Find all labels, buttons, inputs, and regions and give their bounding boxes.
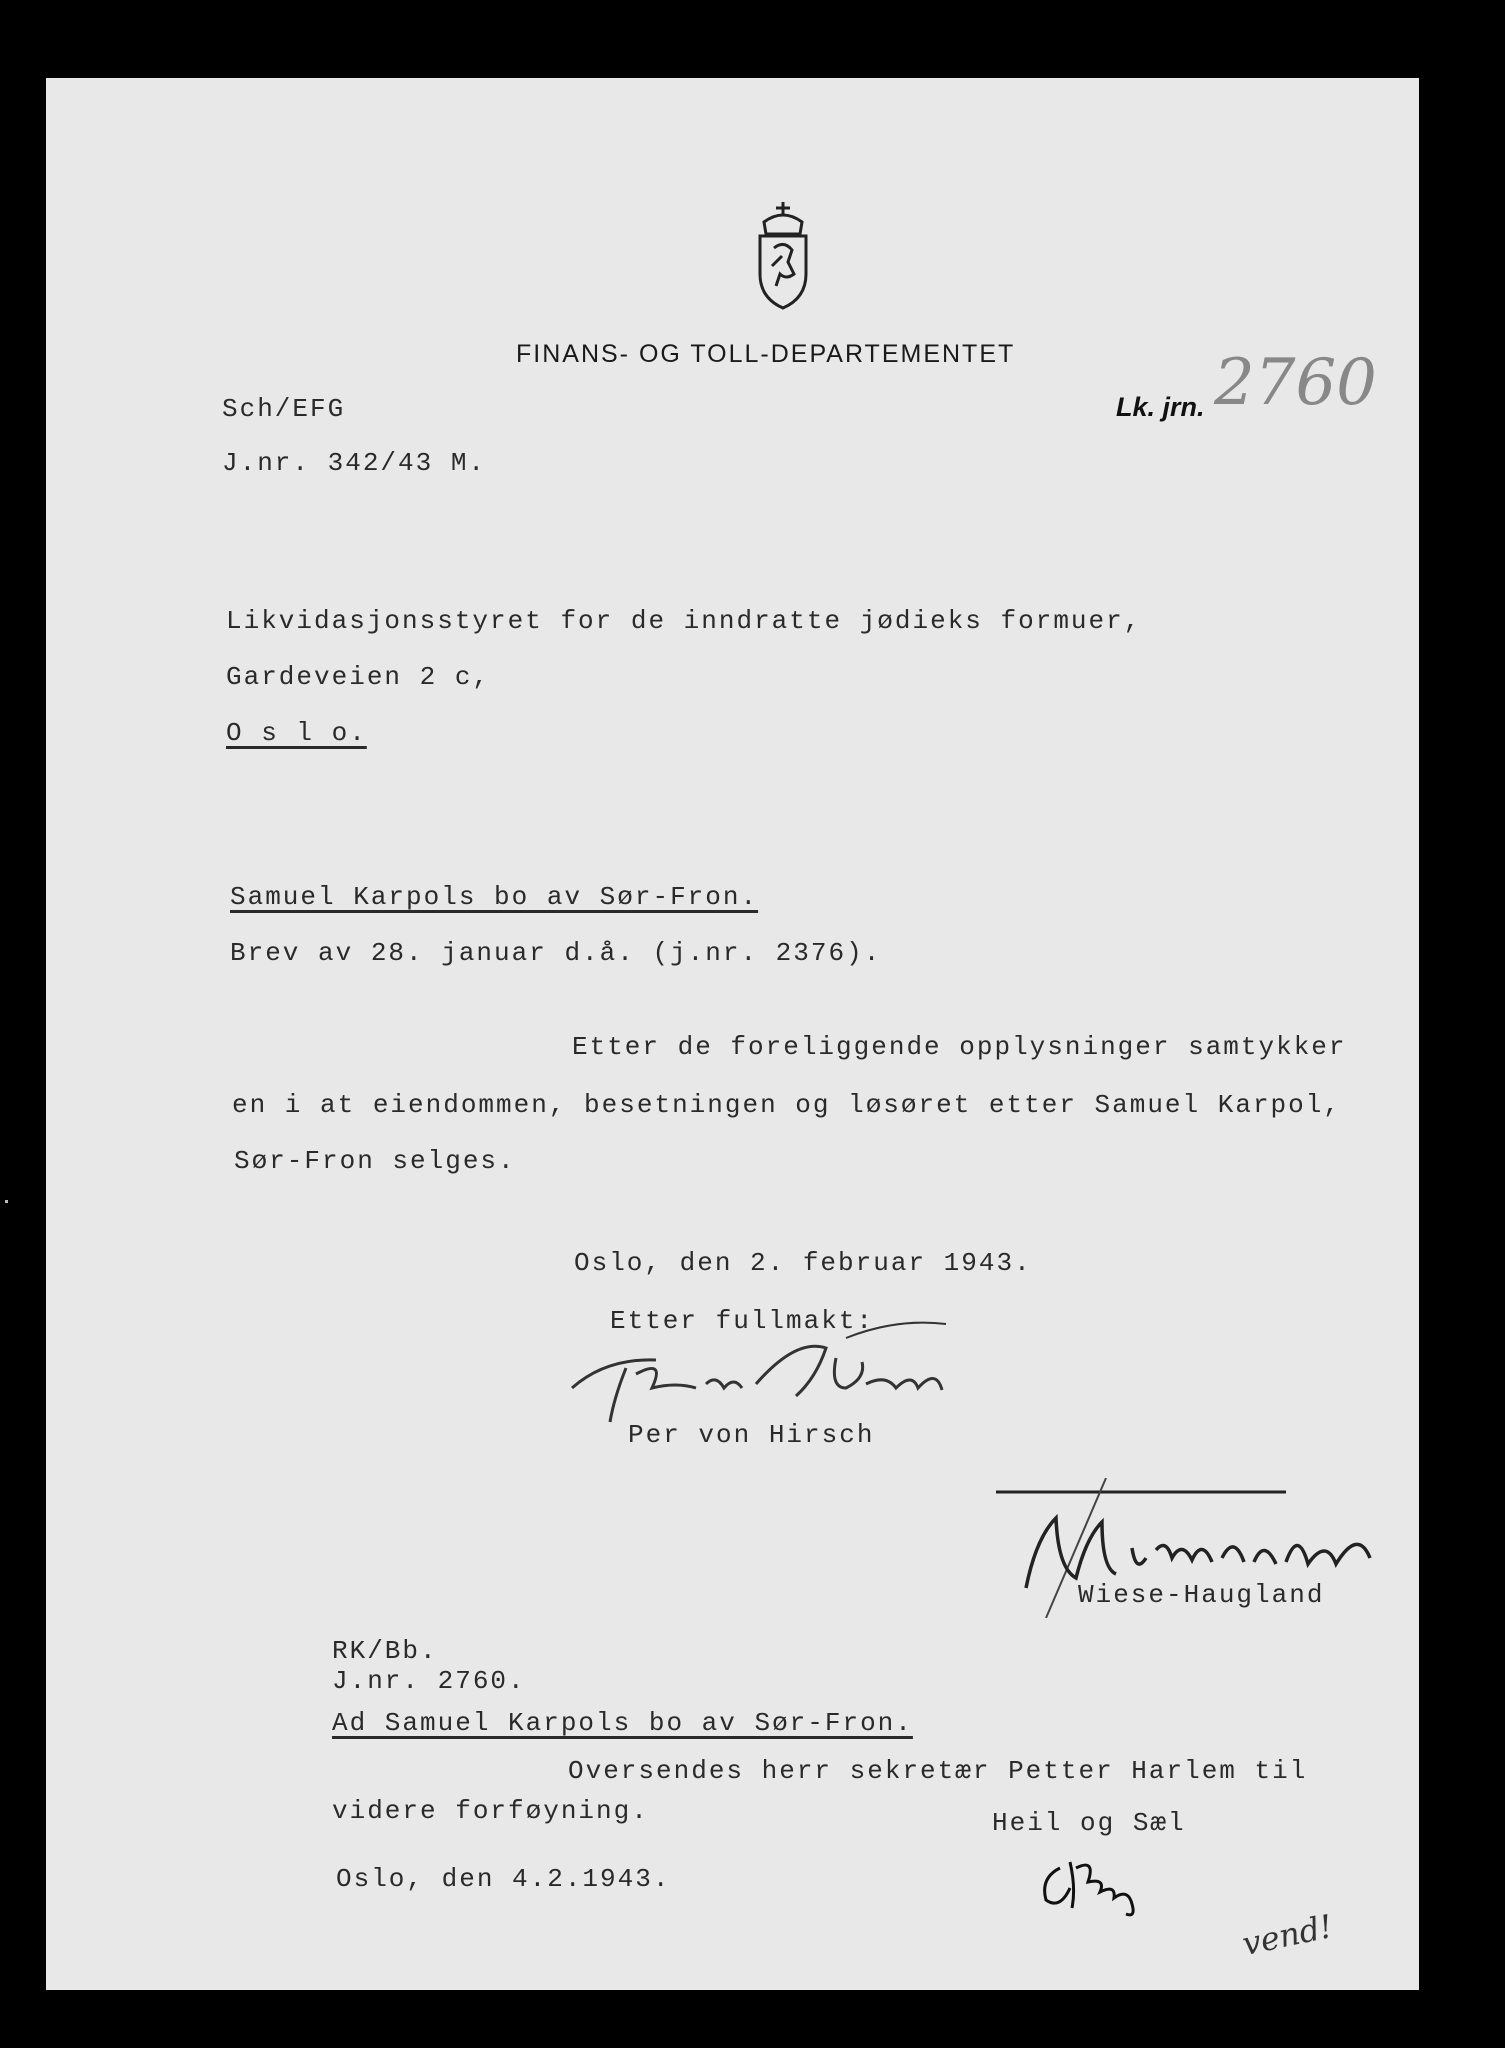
closing-place-date: Oslo, den 2. februar 1943. <box>574 1248 1032 1278</box>
body-line-1: Etter de foreliggende opplysninger samtykker <box>572 1032 1347 1062</box>
endorsement-signature <box>1036 1848 1156 1918</box>
subject-title: Samuel Karpols bo av Sør-Fron. <box>230 882 759 912</box>
subject-reference-letter: Brev av 28. januar d.å. (j.nr. 2376). <box>230 938 882 968</box>
per-von-hirsch-signature <box>566 1318 1066 1428</box>
norwegian-coat-of-arms-icon <box>752 200 814 312</box>
endorsement-text-line-1: Oversendes herr sekretær Petter Harlem til <box>568 1756 1308 1786</box>
endorsement-text-line-2: videre forføyning. <box>332 1796 649 1826</box>
signatory-per-von-hirsch: Per von Hirsch <box>628 1420 875 1450</box>
reference-initials: Sch/EFG <box>222 394 346 424</box>
body-line-3: Sør-Fron selges. <box>234 1146 516 1176</box>
endorsement-journal-number: J.nr. 2760. <box>332 1666 526 1696</box>
handwritten-journal-number: 2760 <box>1214 346 1377 420</box>
recipient-line-1: Likvidasjonsstyret for de inndratte jødieks formuer, <box>226 606 1142 636</box>
recipient-line-2: Gardeveien 2 c, <box>226 662 491 692</box>
scan-speck <box>5 1200 8 1203</box>
recipient-city: O s l o. <box>226 718 367 748</box>
signatory-wiese-haugland: Wiese-Haugland <box>1078 1580 1325 1610</box>
journal-stamp-label: Lk. jrn. <box>1116 392 1205 422</box>
reference-journal-number: J.nr. 342/43 M. <box>222 448 487 478</box>
letter-page <box>46 78 1419 1990</box>
endorsement-greeting: Heil og Sæl <box>992 1808 1186 1838</box>
endorsement-initials: RK/Bb. <box>332 1636 438 1666</box>
endorsement-place-date: Oslo, den 4.2.1943. <box>336 1864 671 1894</box>
handwritten-note: vend! <box>1239 1906 1336 1964</box>
body-line-2: en i at eiendommen, besetningen og løsøret etter Samuel Karpol, <box>232 1090 1341 1120</box>
closing-authority: Etter fullmakt: <box>610 1306 875 1336</box>
endorsement-subject: Ad Samuel Karpols bo av Sør-Fron. <box>332 1708 913 1738</box>
department-name: FINANS- OG TOLL-DEPARTEMENTET <box>516 340 1016 368</box>
